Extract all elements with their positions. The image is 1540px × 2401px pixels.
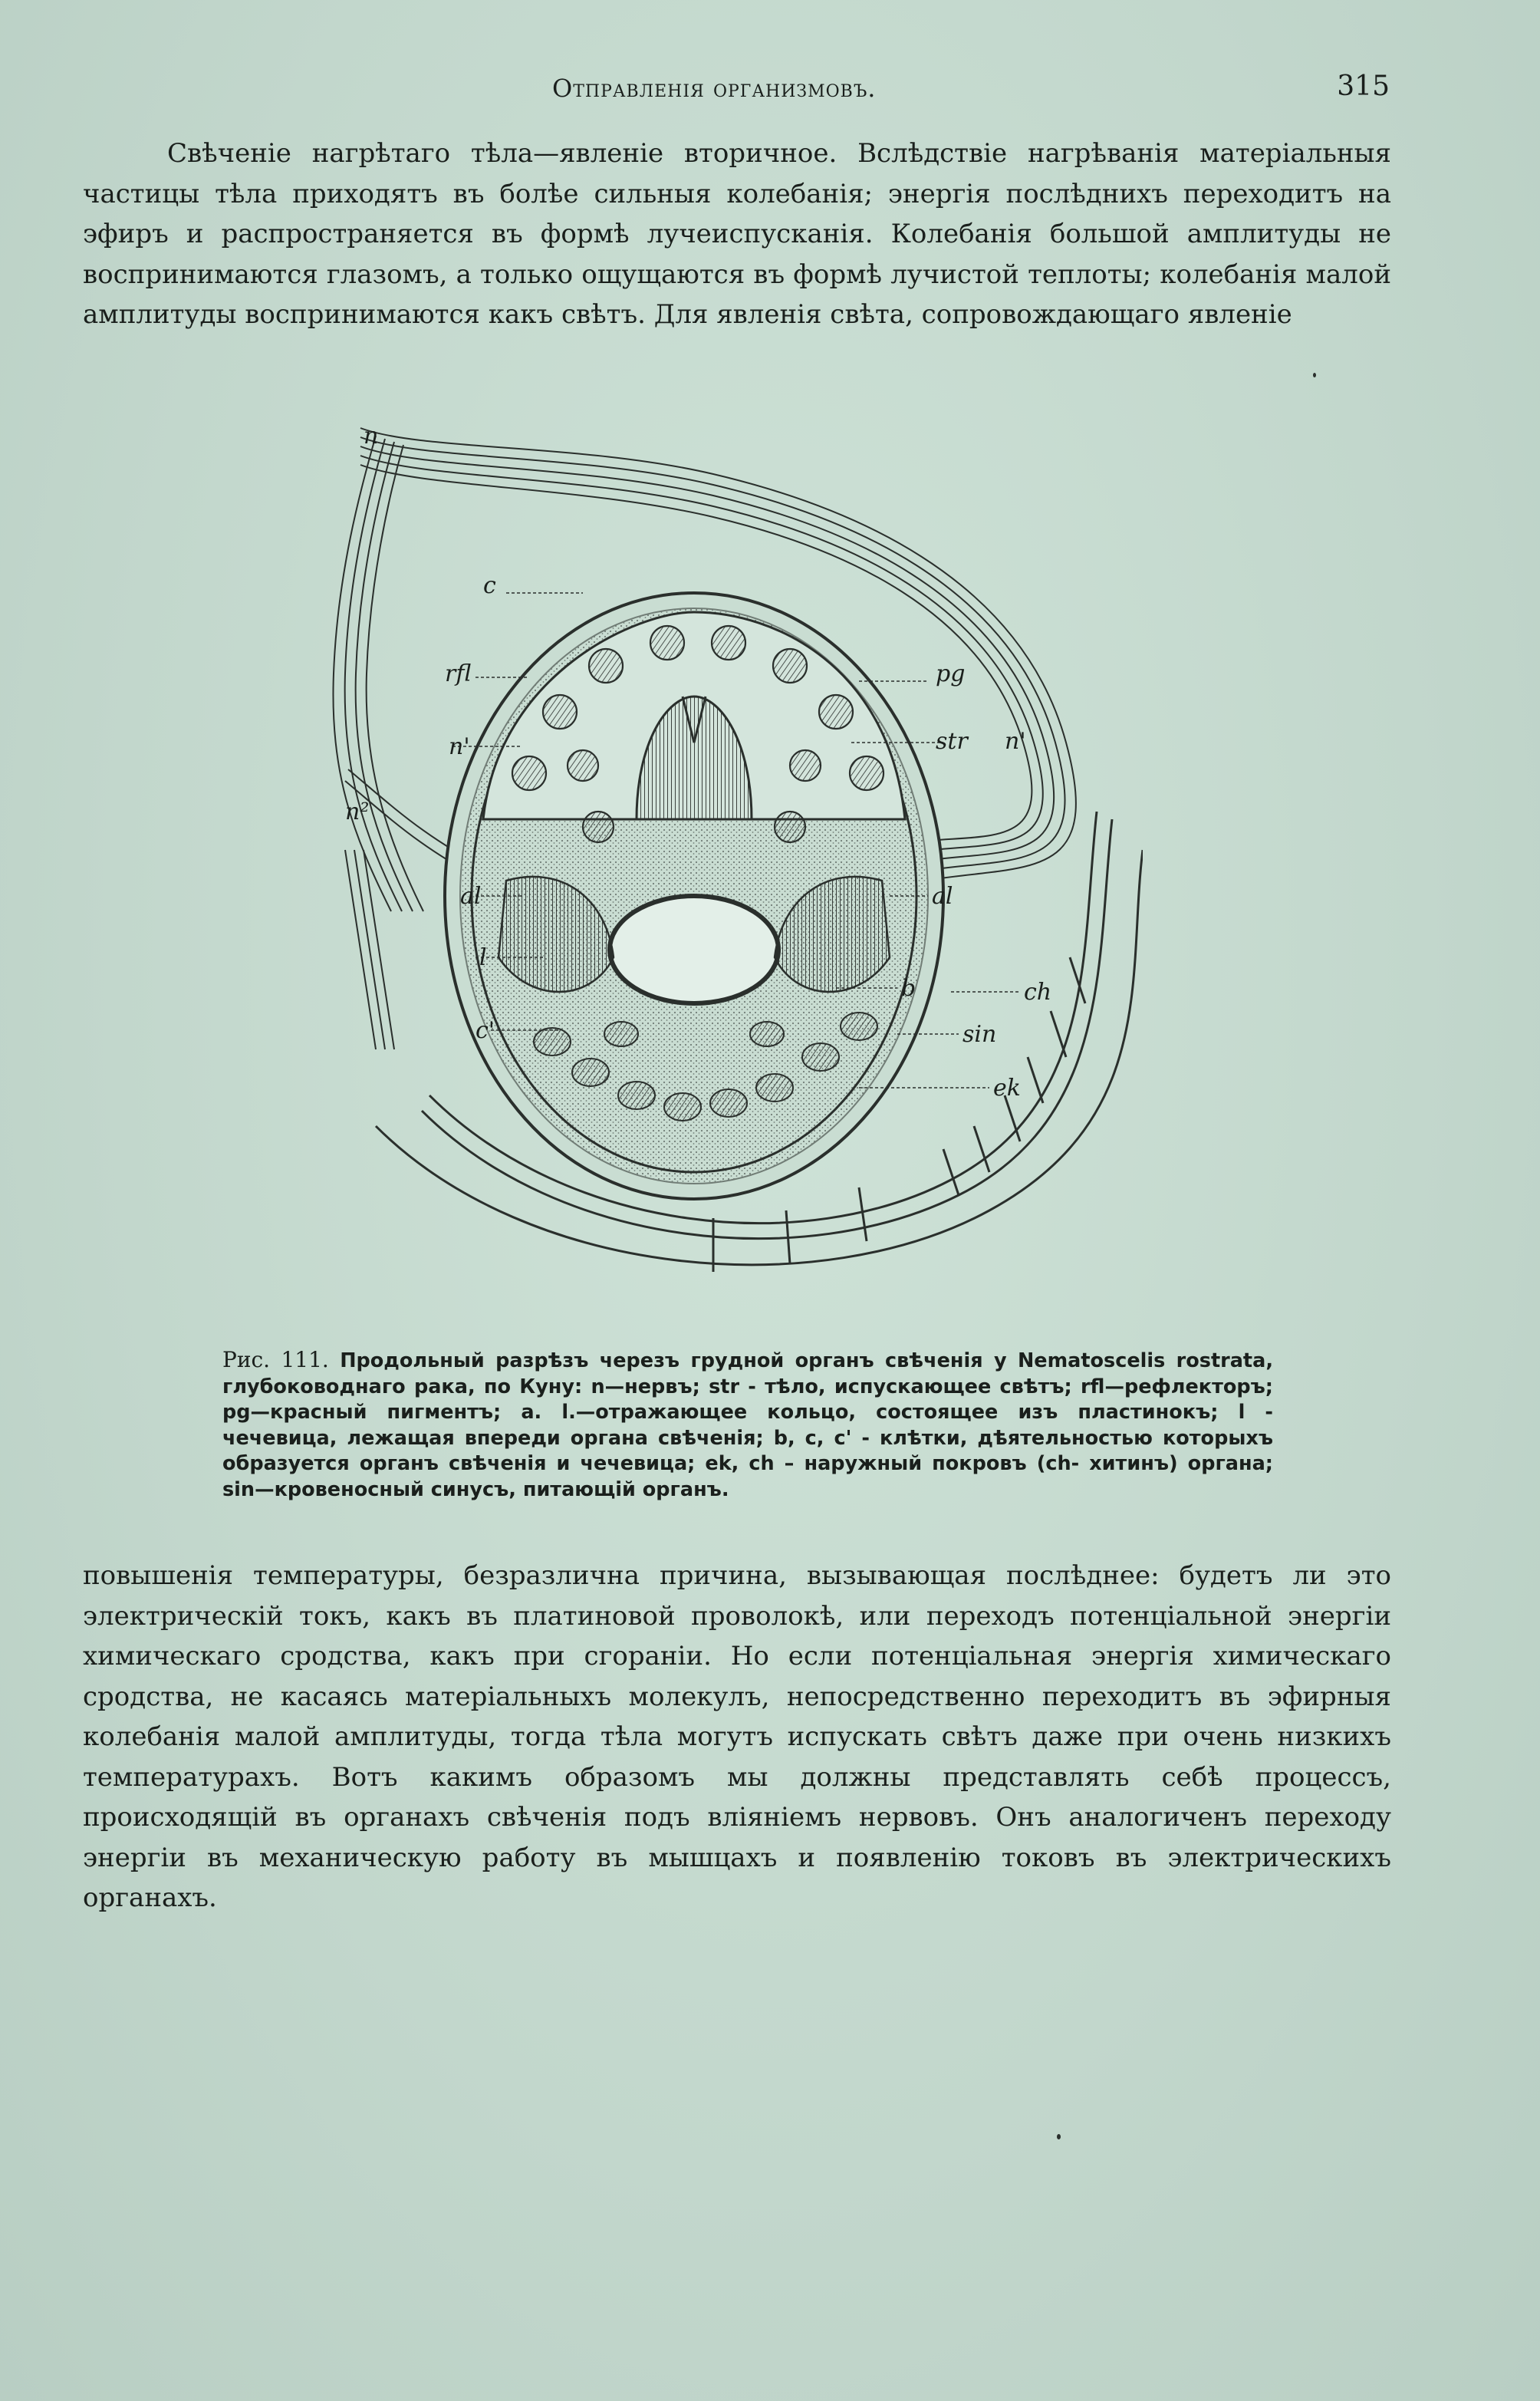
reflecting-ring: [499, 877, 890, 1003]
caption-text: Продольный разрѣзъ черезъ грудной органъ свѣченія у Nematoscelis rostrata, глубоководнаго рака, по Куну: n—нервъ; str - тѣло, испускающее свѣтъ; rfl—рефлекторъ; pg—красный пигментъ; a. l.—отражающее кольцо, состоящее изъ пластинокъ; l - чечевица, лежащая впереди органа свѣченія; b, c, c' - клѣтки, дѣятельностью которыхъ образуется органъ свѣченія и чечевица; ek, ch – наружный покровъ (ch- хитинъ) органа; sin—кровеносный синусъ, питающій органъ.: [222, 1349, 1274, 1501]
running-title: Отправленія организмовъ.: [552, 74, 877, 103]
print-speck: [1057, 2134, 1061, 2139]
print-speck: [1313, 373, 1316, 377]
caption-figure-number: Рис. 111.: [222, 1347, 329, 1372]
cell-chamber: [483, 612, 905, 842]
page-number: 315: [1337, 71, 1390, 102]
paragraph-top: [83, 133, 1391, 335]
label-n: n: [364, 423, 379, 450]
label-ek: ek: [993, 1075, 1021, 1102]
label-c: c: [483, 572, 496, 599]
label-b: b: [901, 975, 916, 1002]
label-sin: sin: [962, 1021, 997, 1048]
label-n-prime-right: n': [1005, 728, 1026, 755]
light-organ-illustration: [330, 420, 1143, 1295]
label-al-left: al: [460, 883, 482, 910]
paragraph-bottom: [83, 1556, 1391, 1918]
figure-caption: [222, 1347, 1273, 1503]
label-c-prime: c': [475, 1017, 495, 1044]
label-n-prime-left: n': [449, 733, 470, 760]
paragraph-1: Свѣченіе нагрѣтаго тѣла—явленіе вторичное. Вслѣдствіе нагрѣванія матеріальныя частицы тѣла приходятъ въ болѣе сильныя колебанія; энергія послѣднихъ переходитъ на эфиръ и распространяется въ формѣ лучеиспусканія. Колебанія большой амплитуды не воспринимаются глазомъ, а только ощущаются въ формѣ лучистой теплоты; колебанія малой амплитуды воспринимаются какъ свѣтъ. Для явленія свѣта, сопровождающаго явленіе: [83, 138, 1391, 330]
label-rfl: rfl: [445, 660, 472, 687]
figure-111: [330, 420, 1143, 1295]
label-str: str: [936, 728, 968, 755]
label-pg: pg: [936, 660, 966, 687]
label-n2: n²: [345, 799, 370, 825]
label-ch: ch: [1024, 979, 1052, 1006]
label-l: l: [479, 944, 487, 971]
running-head: [0, 71, 1540, 107]
label-al-right: al: [932, 883, 953, 910]
paragraph-2: повышенія температуры, безразлична причина, вызывающая послѣднее: будетъ ли это электрическій токъ, какъ въ платиновой проволокѣ, или переходъ потенціальной энергіи химическаго сродства, какъ при сгораніи. Но если потенціальная энергія химическаго сродства, не касаясь матеріальныхъ молекулъ, непосредственно переходитъ въ эфирныя колебанія малой амплитуды, тогда тѣла могутъ испускать свѣтъ даже при очень низкихъ температурахъ. Вотъ какимъ образомъ мы должны представлять себѣ процессъ, происходящій въ органахъ свѣченія подъ вліяніемъ нервовъ. Онъ аналогиченъ переходу энергіи въ механическую работу въ мышцахъ и появленію токовъ въ электрическихъ органахъ.: [83, 1560, 1391, 1913]
